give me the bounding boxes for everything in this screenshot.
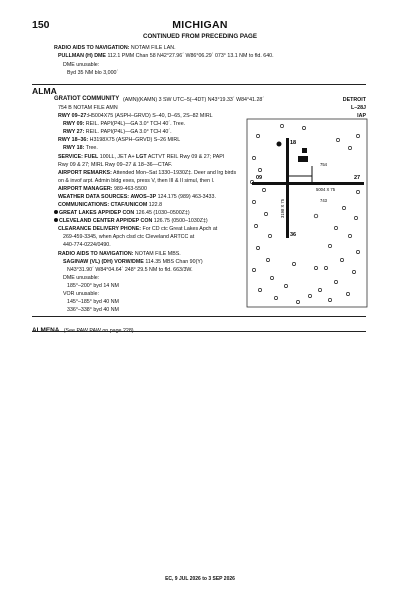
runway-18-36: [286, 138, 289, 238]
beacon-icon: [277, 142, 282, 147]
almena-entry: ALMENA (See PAW PAW on page 228): [32, 327, 134, 334]
rwy-18: RWY 18: Tree.: [63, 145, 98, 151]
chart-iap: IAP: [357, 113, 366, 119]
airport-manager: AIRPORT MANAGER: 989-463-5500: [58, 186, 147, 192]
prev-radio-aids: RADIO AIDS TO NAVIGATION: NOTAM FILE LAN.: [54, 45, 176, 51]
rwy-1836-dims: 3198 X 75: [280, 198, 285, 218]
radio-aids: RADIO AIDS TO NAVIGATION: NOTAM FILE MBS.: [58, 251, 181, 257]
elev-top: 754: [320, 162, 327, 167]
elev-line: 754 B NOTAM FILE AMN: [58, 105, 118, 111]
service-line-2: Rwy 09 & 27; MIRL Rwy 09–27 & 18–36—CTAF.: [58, 162, 173, 168]
rwy-27: RWY 27: REIL. PAPI(P4L)—GA 3.0° TCH 40´.: [63, 129, 172, 135]
vor-unusable-2: 336°–338° byd 40 NM: [67, 307, 119, 313]
clearance-delivery: CLEARANCE DELIVERY PHONE: For CD ctc Great Lakes Apch at: [58, 226, 218, 232]
rwy-36-label: 36: [290, 232, 297, 238]
rwy-09-label: 09: [256, 175, 263, 181]
chart-l28j: L–28J: [350, 105, 366, 111]
saginaw-vor: SAGINAW (VL) (DH) VORW/DME 114.35 MBS Chan 90(Y): [63, 259, 203, 265]
divider: [32, 84, 366, 85]
prev-pullman: PULLMAN (H) DME 112.1 PMM Chan 58 N42°27.96´ W86°06.29´ 073° 13.1 NM to fld. 640.: [58, 53, 274, 59]
service-line: SERVICE: FUEL 100LL, JET A+ LGT ACTVT REIL Rwy 09 & 27; PAPI: [58, 154, 225, 160]
prev-dme-unusable-1: Byd 35 NM blo 3,000´: [67, 70, 119, 76]
vor-unusable-1: 145°–185° byd 40 NM: [67, 299, 119, 305]
hangar: [302, 148, 307, 153]
vor-unusable: VOR unusable:: [63, 291, 99, 297]
divider-2: [32, 316, 366, 317]
continued-note: CONTINUED FROM PRECEDING PAGE: [142, 33, 257, 40]
saginaw-vor-2: N43°31.90´ W84°04.64´ 248° 29.5 NM to fld. 663/3W.: [67, 267, 193, 273]
elev-mid: 743: [320, 198, 327, 203]
dme-unusable: DME unusable:: [63, 275, 100, 281]
runway-09-27: [252, 182, 364, 185]
dme-unusable-1: 185°–200° byd 14 NM: [67, 283, 119, 289]
rwy-18-36: RWY 18–36: H3198X75 (ASPH–GRVD) S–26 MIRL: [58, 137, 181, 143]
prev-dme-unusable: DME unusable:: [63, 62, 100, 68]
state-title: MICHIGAN: [172, 19, 228, 31]
rwy-0927-dims: 5004 X 75: [316, 187, 336, 192]
rwy-09: RWY 09: REIL. PAPI(P4L)—GA 3.0° TCH 40´. Tree.: [63, 121, 186, 127]
effective-dates: EC, 9 JUL 2026 to 3 SEP 2026: [165, 576, 235, 582]
divider-3: [32, 331, 366, 332]
terminal-building: [298, 156, 308, 162]
sectional-name: DETROIT: [342, 97, 366, 103]
rwy-18-label: 18: [290, 140, 297, 146]
airport-diagram: [246, 118, 368, 308]
communications: COMMUNICATIONS: CTAF/UNICOM 122.8: [58, 202, 163, 208]
weather-sources: WEATHER DATA SOURCES: AWOS–3P 124.175 (989) 463-3433.: [58, 194, 216, 200]
airport-ident-line: (AMN)(KAMN) 3 SW UTC–5(–4DT) N43°19.33´ W84°41.28´: [123, 97, 265, 103]
page-number: 150: [32, 19, 50, 31]
airport-remarks: AIRPORT REMARKS: Attended Mon–Sat 1330–1930Z‡. Deer and lrg birds: [58, 170, 237, 176]
clearance-delivery-2: 269-459-3345, when Apch clsd ctc Cleveland ARTCC at: [63, 234, 195, 240]
approach-dot-icon: [54, 210, 58, 214]
cleveland-app: CLEVELAND CENTER APP/DEP CON 126.75 (0500–1030Z‡): [54, 218, 208, 225]
great-lakes-app: GREAT LAKES APP/DEP CON 126.45 (1030–0500Z‡): [54, 210, 190, 217]
rwy-27-label: 27: [354, 175, 361, 181]
rwy-09-27: RWY 09–27:H5004X75 (ASPH–GRVD) S–40, D–65, 2S–82 MIRL: [58, 113, 213, 119]
city-name: ALMA: [32, 86, 57, 96]
clearance-delivery-3: 440-774-0224/0490.: [63, 242, 111, 248]
airport-name: GRATIOT COMMUNITY: [54, 96, 120, 102]
approach-dot-icon: [54, 218, 58, 222]
airport-remarks-2: on & invof arpt. Admin bldg exes, press V, then III & II simul, then I.: [58, 178, 215, 184]
